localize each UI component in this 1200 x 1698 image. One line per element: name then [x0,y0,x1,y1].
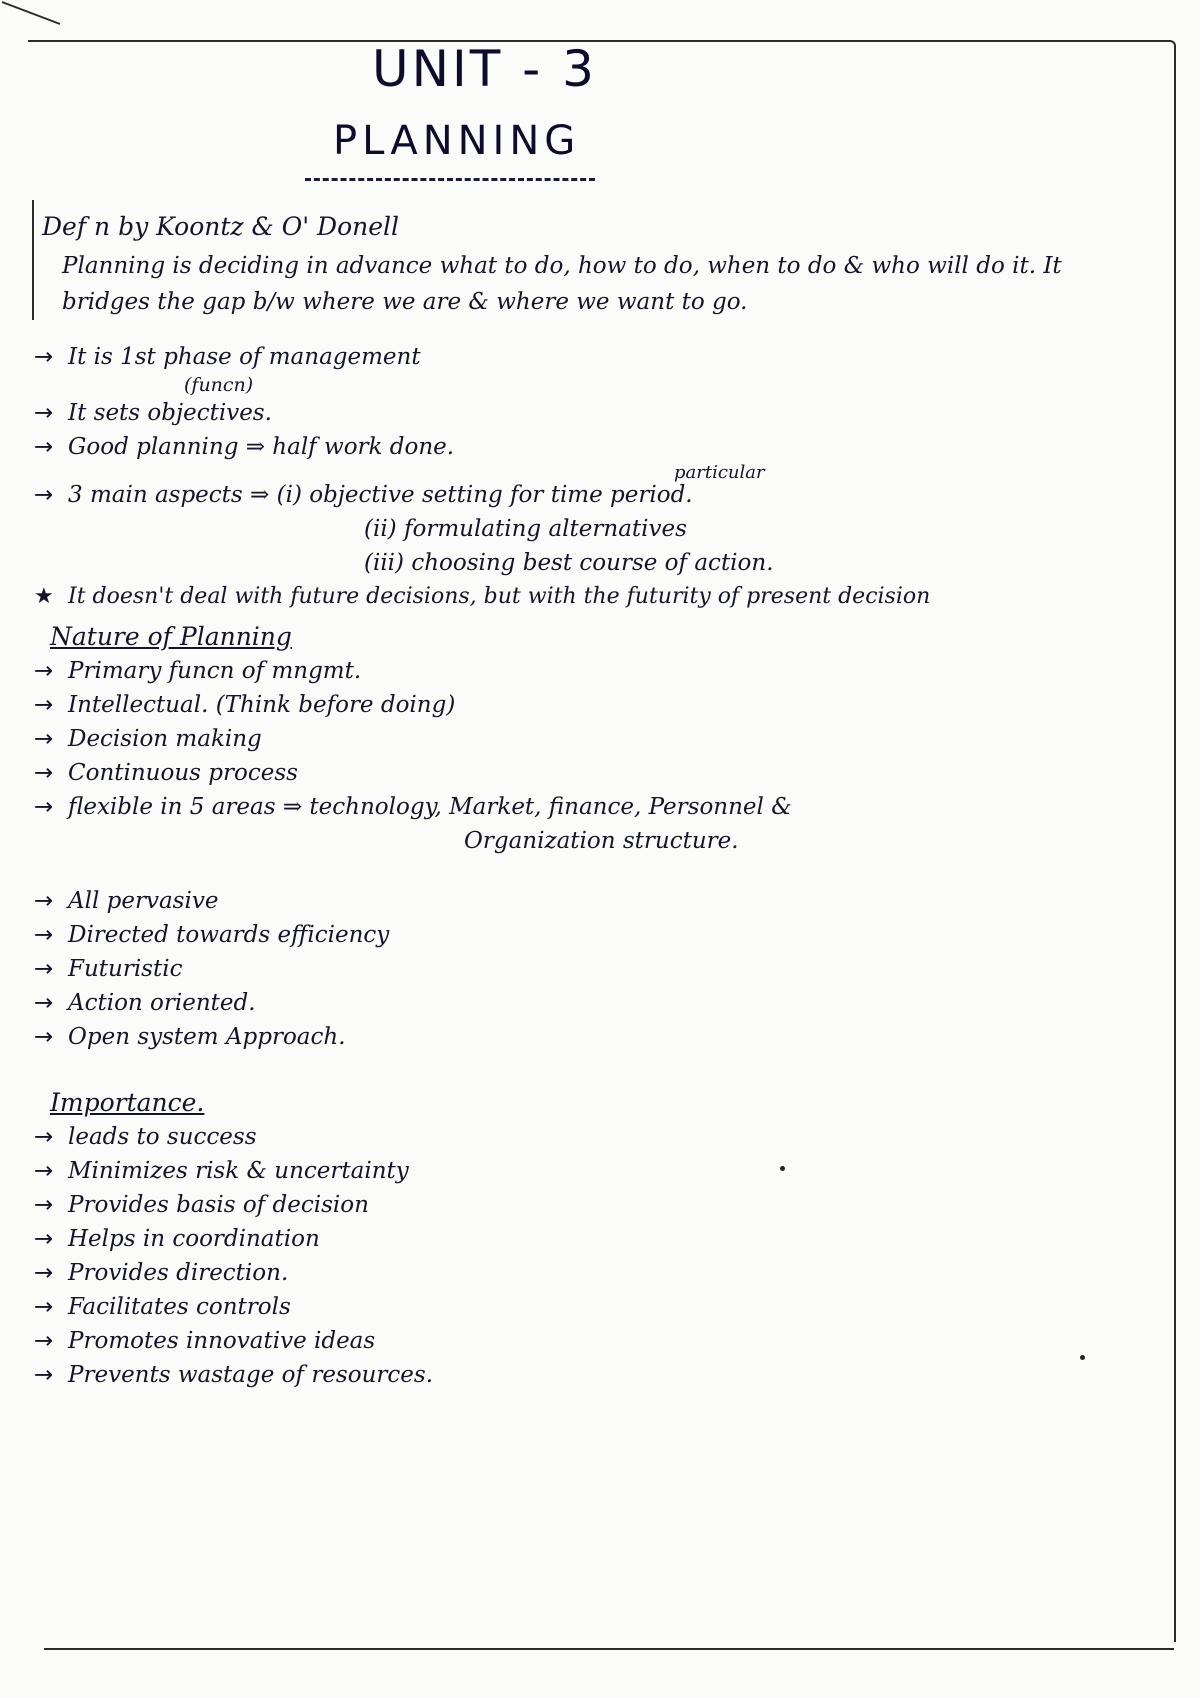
definition-heading: Def n by Koontz & O' Donell [42,212,400,241]
aspect-item: (ii) formulating alternatives [364,516,687,542]
right-arrow-icon: → [34,692,54,718]
unit-title: UNIT - 3 [372,40,597,98]
list-item: → Provides direction. [34,1256,1174,1290]
right-arrow-icon: → [34,760,54,786]
importance-list [34,1120,1174,1392]
nature-list [34,654,1174,1054]
right-arrow-icon: → [34,726,54,752]
list-item: → It sets objectives. [34,396,1174,430]
list-item: → Minimizes risk & uncertainty [34,1154,1174,1188]
list-item: → flexible in 5 areas ⇒ technology, Market, finance, Personnel & [34,790,1174,824]
list-item-subnote: (funcn) [184,374,254,396]
right-arrow-icon: → [34,1158,54,1184]
corner-pen-stroke [0,0,80,40]
list-item: → Helps in coordination [34,1222,1174,1256]
list-item-continuation: Organization structure. [464,828,739,854]
list-item: → Futuristic [34,952,1174,986]
list-item: → Facilitates controls [34,1290,1174,1324]
list-item: → Primary funcn of mngmt. [34,654,1174,688]
spacer [34,1054,1174,1080]
ink-dot [1080,1355,1085,1360]
bottom-rule [44,1648,1174,1650]
list-item: → Action oriented. [34,986,1174,1020]
ink-dot [780,1166,785,1171]
right-arrow-icon: → [34,1226,54,1252]
definition-text: Planning is deciding in advance what to do, how to do, when to do & who will do it. It bridges the gap b/w where we are & where we want to go. [62,253,1062,315]
right-arrow-icon: → [34,434,54,460]
importance-heading: Importance. [50,1088,205,1117]
aspect-item: (iii) choosing best course of action. [364,550,774,576]
right-arrow-icon: → [34,400,54,426]
list-item: → Intellectual. (Think before doing) [34,688,1174,722]
right-arrow-icon: → [34,888,54,914]
list-item: → Provides basis of decision [34,1188,1174,1222]
right-arrow-icon: → [34,482,54,508]
topic-title: PLANNING [333,118,581,164]
list-item: → leads to success [34,1120,1174,1154]
right-arrow-icon: → [34,1328,54,1354]
nature-heading: Nature of Planning [50,622,292,651]
list-item: → Directed towards efficiency [34,918,1174,952]
spacer [34,858,1174,884]
list-item: → Continuous process [34,756,1174,790]
notes-body [34,210,1174,1392]
right-arrow-icon: → [34,1294,54,1320]
right-arrow-icon: → [34,956,54,982]
list-item: → All pervasive [34,884,1174,918]
star-icon: ★ [34,584,54,609]
list-item: → It is 1st phase of management [34,340,1174,374]
right-arrow-icon: → [34,1124,54,1150]
list-item: → 3 main aspects ⇒ (i) objective setting for time period. [34,478,1174,512]
list-item: → Promotes innovative ideas [34,1324,1174,1358]
right-arrow-icon: → [34,1362,54,1388]
planning-points [34,340,1174,580]
title-underline [305,178,595,181]
right-arrow-icon: → [34,922,54,948]
right-arrow-icon: → [34,990,54,1016]
list-item: → Decision making [34,722,1174,756]
right-arrow-icon: → [34,794,54,820]
key-note: ★ It doesn't deal with future decisions, but with the futurity of present decision [34,580,1174,614]
right-arrow-icon: → [34,658,54,684]
list-item: → Good planning ⇒ half work done. [34,430,1174,464]
list-item: → Open system Approach. [34,1020,1174,1054]
right-arrow-icon: → [34,1260,54,1286]
aspect-annotation: particular [674,462,765,483]
list-item: → Prevents wastage of resources. [34,1358,1174,1392]
right-arrow-icon: → [34,1024,54,1050]
right-arrow-icon: → [34,1192,54,1218]
right-arrow-icon: → [34,344,54,370]
